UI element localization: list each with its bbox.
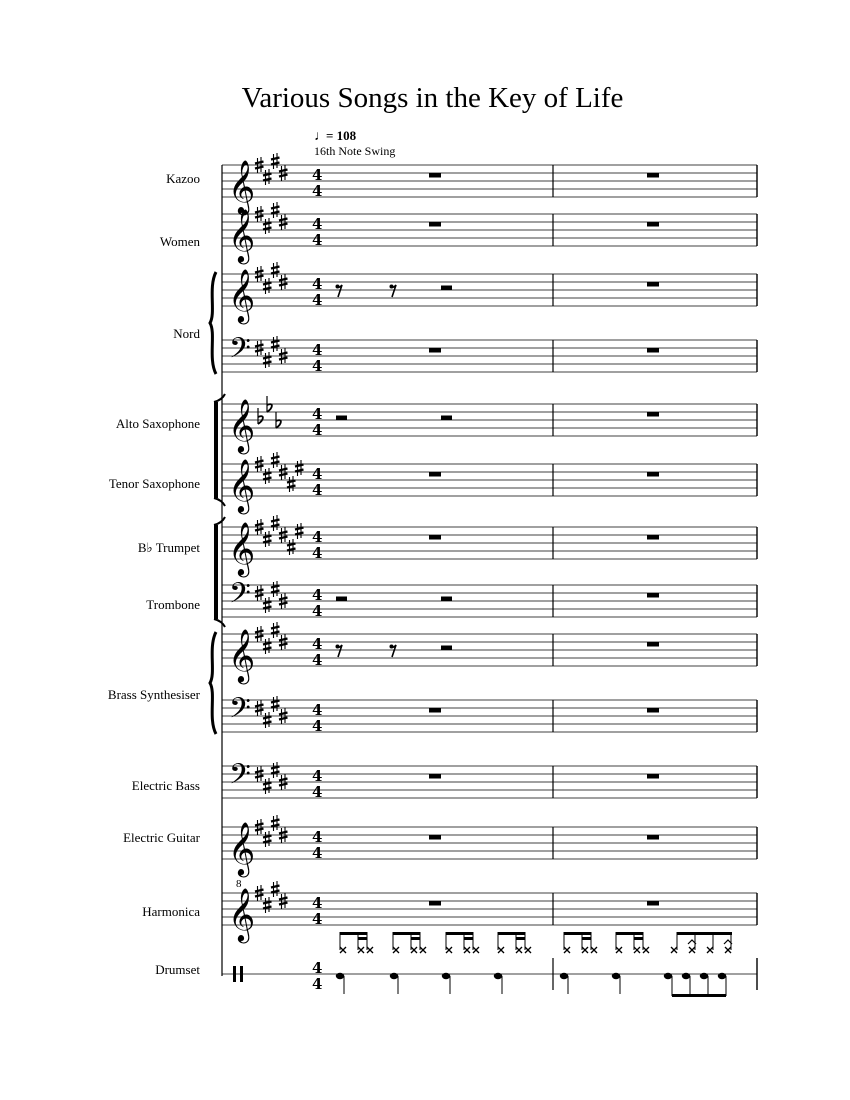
- time-signature-top: 4: [312, 586, 323, 604]
- brace: [210, 272, 216, 374]
- sharp-bar: [271, 891, 280, 893]
- sharp-bar: [279, 474, 288, 476]
- percussion-clef: [240, 966, 243, 982]
- sharp-sign: [263, 218, 272, 234]
- time-signature-top: 4: [312, 166, 323, 184]
- sharp-bar: [271, 272, 280, 274]
- sharp-bar: [279, 224, 288, 226]
- sharp-bar: [279, 784, 288, 786]
- sharp-sign: [263, 352, 272, 368]
- kick-note: [718, 973, 726, 979]
- sharp-bar: [263, 174, 272, 176]
- sharp-bar: [263, 788, 272, 790]
- instrument-label: Electric Guitar: [123, 830, 200, 845]
- time-signature-bottom: 4: [312, 544, 323, 562]
- sharp-bar: [279, 358, 288, 360]
- sharp-bar: [271, 212, 280, 214]
- flat-sign: [258, 408, 263, 424]
- sharp-bar: [271, 346, 280, 348]
- sharp-sign: [263, 712, 272, 728]
- whole-rest: [429, 835, 441, 840]
- time-signature-top: 4: [312, 275, 323, 293]
- eighth-rest-dot: [390, 285, 394, 289]
- sharp-bar: [295, 470, 304, 472]
- sharp-bar: [255, 595, 264, 597]
- percussion-clef: [233, 966, 236, 982]
- treble-clef: 𝄞: [228, 208, 256, 262]
- sharp-bar: [255, 271, 264, 273]
- sharp-sign: [271, 881, 280, 897]
- sharp-bar: [255, 705, 264, 707]
- sharp-sign: [287, 476, 296, 492]
- half-rest: [441, 646, 452, 651]
- half-rest: [336, 416, 347, 421]
- sharp-bar: [263, 602, 272, 604]
- whole-rest: [429, 348, 441, 353]
- kick-note: [390, 973, 398, 979]
- bass-clef: 𝄢: [229, 577, 251, 618]
- instrument-label: Nord: [173, 326, 200, 341]
- sharp-bar: [263, 902, 272, 904]
- sharp-bar: [255, 216, 264, 218]
- time-signature-bottom: 4: [312, 717, 323, 735]
- whole-rest: [647, 412, 659, 417]
- time-signature-bottom: 4: [312, 844, 323, 862]
- whole-rest: [647, 901, 659, 906]
- instrument-label: B♭ Trumpet: [137, 540, 200, 555]
- sharp-bar: [279, 219, 288, 221]
- tempo-value: = 108: [326, 128, 357, 143]
- sharp-bar: [279, 603, 288, 605]
- style-marking: 16th Note Swing: [314, 144, 396, 158]
- time-signature-bottom: 4: [312, 602, 323, 620]
- bracket: [214, 525, 218, 619]
- time-signature-top: 4: [312, 405, 323, 423]
- bass-clef: 𝄢: [229, 692, 251, 733]
- octave-mark: 8: [236, 878, 242, 890]
- bass-clef: 𝄢: [229, 758, 251, 799]
- sharp-bar: [279, 598, 288, 600]
- sharp-bar: [279, 832, 288, 834]
- sharp-bar: [255, 211, 264, 213]
- sharp-bar: [255, 829, 264, 831]
- sharp-bar: [271, 701, 280, 703]
- sharp-sign: [271, 153, 280, 169]
- sharp-sign: [271, 581, 280, 597]
- time-signature-bottom: 4: [312, 651, 323, 669]
- sharp-bar: [271, 341, 280, 343]
- sharp-bar: [255, 771, 264, 773]
- time-signature-bottom: 4: [312, 231, 323, 249]
- sharp-bar: [295, 528, 304, 530]
- sharp-bar: [263, 836, 272, 838]
- sharp-bar: [271, 163, 280, 165]
- sharp-bar: [279, 279, 288, 281]
- sharp-bar: [255, 631, 264, 633]
- whole-rest: [429, 222, 441, 227]
- half-rest: [441, 416, 452, 421]
- whole-rest: [647, 708, 659, 713]
- sharp-bar: [263, 536, 272, 538]
- sharp-bar: [263, 648, 272, 650]
- sharp-bar: [279, 170, 288, 172]
- sharp-bar: [255, 345, 264, 347]
- time-signature-bottom: 4: [312, 910, 323, 928]
- sharp-sign: [271, 696, 280, 712]
- kick-note: [494, 973, 502, 979]
- time-signature-bottom: 4: [312, 357, 323, 375]
- sharp-bar: [255, 895, 264, 897]
- beam: [616, 932, 644, 935]
- whole-rest: [647, 774, 659, 779]
- kick-note: [664, 973, 672, 979]
- sharp-bar: [271, 525, 280, 527]
- time-signature-bottom: 4: [312, 975, 323, 993]
- whole-rest: [647, 642, 659, 647]
- eighth-rest-dot: [336, 645, 340, 649]
- sharp-bar: [287, 544, 296, 546]
- sharp-bar: [287, 549, 296, 551]
- whole-rest: [647, 593, 659, 598]
- sharp-bar: [255, 162, 264, 164]
- time-signature-top: 4: [312, 701, 323, 719]
- sharp-bar: [271, 457, 280, 459]
- sharp-bar: [279, 175, 288, 177]
- sharp-bar: [271, 586, 280, 588]
- bracket-hook: [214, 517, 225, 525]
- half-rest: [336, 597, 347, 602]
- kick-note: [336, 973, 344, 979]
- sharp-bar: [271, 627, 280, 629]
- treble-clef: 𝄞: [228, 159, 256, 213]
- bass-clef: 𝄢: [229, 332, 251, 373]
- sharp-sign: [271, 336, 280, 352]
- sharp-bar: [271, 462, 280, 464]
- sharp-sign: [295, 460, 304, 476]
- sharp-sign: [271, 452, 280, 468]
- sharp-bar: [263, 841, 272, 843]
- sharp-bar: [271, 772, 280, 774]
- sharp-bar: [279, 532, 288, 534]
- instrument-label: Women: [159, 234, 200, 249]
- sharp-bar: [271, 520, 280, 522]
- sharp-bar: [271, 767, 280, 769]
- whole-rest: [429, 535, 441, 540]
- beam: [411, 937, 421, 940]
- score-title: Various Songs in the Key of Life: [241, 82, 624, 114]
- whole-rest: [647, 282, 659, 287]
- sharp-bar: [263, 362, 272, 364]
- time-signature-bottom: 4: [312, 182, 323, 200]
- instrument-label: Brass Synthesiser: [107, 687, 200, 702]
- sharp-sign: [271, 202, 280, 218]
- whole-rest: [429, 901, 441, 906]
- sharp-bar: [263, 607, 272, 609]
- bracket-hook: [214, 394, 225, 402]
- sharp-bar: [263, 223, 272, 225]
- sharp-bar: [263, 357, 272, 359]
- beam: [634, 937, 644, 940]
- sharp-bar: [287, 486, 296, 488]
- sharp-bar: [271, 632, 280, 634]
- whole-rest: [647, 173, 659, 178]
- sharp-bar: [271, 706, 280, 708]
- whole-rest: [429, 173, 441, 178]
- sharp-bar: [255, 524, 264, 526]
- beam: [582, 937, 592, 940]
- sharp-bar: [295, 465, 304, 467]
- sharp-sign: [263, 531, 272, 547]
- whole-rest: [647, 348, 659, 353]
- bracket-hook: [214, 498, 225, 506]
- sharp-bar: [255, 590, 264, 592]
- sharp-bar: [279, 898, 288, 900]
- sharp-bar: [271, 886, 280, 888]
- kick-note: [442, 973, 450, 979]
- sharp-bar: [263, 907, 272, 909]
- instrument-label: Alto Saxophone: [115, 416, 200, 431]
- treble-clef: 𝄞: [228, 398, 256, 452]
- instrument-label: Electric Bass: [131, 778, 200, 793]
- time-signature-bottom: 4: [312, 291, 323, 309]
- sharp-bar: [255, 636, 264, 638]
- whole-rest: [429, 472, 441, 477]
- sharp-bar: [263, 541, 272, 543]
- time-signature-top: 4: [312, 635, 323, 653]
- sharp-sign: [287, 539, 296, 555]
- treble-clef: 𝄞: [228, 458, 256, 512]
- sharp-sign: [271, 815, 280, 831]
- sharp-bar: [279, 903, 288, 905]
- kick-note: [560, 973, 568, 979]
- sharp-sign: [263, 897, 272, 913]
- sharp-bar: [255, 824, 264, 826]
- whole-rest: [429, 774, 441, 779]
- sharp-bar: [255, 350, 264, 352]
- flat-sign: [267, 396, 272, 412]
- sharp-bar: [255, 890, 264, 892]
- sharp-sign: [263, 638, 272, 654]
- tempo-note: ♩: [314, 129, 328, 144]
- sharp-bar: [255, 466, 264, 468]
- eighth-rest-dot: [336, 285, 340, 289]
- sharp-sign: [295, 523, 304, 539]
- bracket: [214, 402, 218, 498]
- bracket-hook: [214, 619, 225, 627]
- brace: [210, 632, 216, 734]
- sharp-bar: [255, 710, 264, 712]
- instrument-label: Kazoo: [166, 171, 200, 186]
- sharp-sign: [263, 169, 272, 185]
- sharp-bar: [279, 469, 288, 471]
- kick-note: [682, 973, 690, 979]
- sharp-sign: [271, 762, 280, 778]
- sharp-sign: [263, 831, 272, 847]
- beam: [340, 932, 368, 935]
- beam: [672, 994, 726, 997]
- half-rest: [441, 597, 452, 602]
- sharp-bar: [271, 207, 280, 209]
- half-rest: [441, 286, 452, 291]
- sharp-bar: [255, 776, 264, 778]
- time-signature-top: 4: [312, 959, 323, 977]
- whole-rest: [647, 472, 659, 477]
- beam: [464, 937, 474, 940]
- treble-clef: 𝄞: [228, 521, 256, 575]
- treble-clef: 𝄞: [228, 268, 256, 322]
- beam: [564, 932, 592, 935]
- kick-note: [700, 973, 708, 979]
- instrument-label: Trombone: [146, 597, 200, 612]
- sharp-bar: [271, 267, 280, 269]
- beam: [516, 937, 526, 940]
- sharp-bar: [263, 643, 272, 645]
- sharp-sign: [271, 622, 280, 638]
- sharp-bar: [287, 481, 296, 483]
- sharp-bar: [279, 644, 288, 646]
- beam: [498, 932, 526, 935]
- time-signature-top: 4: [312, 767, 323, 785]
- sharp-bar: [255, 167, 264, 169]
- sharp-bar: [279, 779, 288, 781]
- sharp-bar: [255, 529, 264, 531]
- sharp-bar: [279, 718, 288, 720]
- instrument-label: Tenor Saxophone: [108, 476, 200, 491]
- beam: [393, 932, 421, 935]
- flat-bowl: [276, 420, 281, 428]
- kick-note: [612, 973, 620, 979]
- flat-bowl: [267, 404, 272, 412]
- time-signature-top: 4: [312, 341, 323, 359]
- instrument-label: Drumset: [155, 962, 200, 977]
- eighth-rest-dot: [390, 645, 394, 649]
- whole-rest: [647, 222, 659, 227]
- sharp-bar: [271, 158, 280, 160]
- sharp-bar: [263, 228, 272, 230]
- sharp-bar: [271, 825, 280, 827]
- sharp-bar: [263, 288, 272, 290]
- sharp-bar: [279, 713, 288, 715]
- beam: [446, 932, 474, 935]
- flat-sign: [276, 412, 281, 428]
- sharp-bar: [263, 783, 272, 785]
- sharp-bar: [279, 537, 288, 539]
- sharp-bar: [263, 478, 272, 480]
- beam: [358, 937, 368, 940]
- whole-rest: [647, 535, 659, 540]
- sharp-bar: [263, 717, 272, 719]
- sharp-bar: [279, 353, 288, 355]
- sharp-bar: [263, 722, 272, 724]
- sharp-sign: [271, 262, 280, 278]
- time-signature-bottom: 4: [312, 783, 323, 801]
- time-signature-top: 4: [312, 828, 323, 846]
- time-signature-top: 4: [312, 894, 323, 912]
- sharp-bar: [295, 533, 304, 535]
- sharp-bar: [279, 837, 288, 839]
- time-signature-top: 4: [312, 465, 323, 483]
- time-signature-bottom: 4: [312, 481, 323, 499]
- sharp-bar: [263, 179, 272, 181]
- sharp-bar: [279, 639, 288, 641]
- time-signature-top: 4: [312, 528, 323, 546]
- sharp-bar: [279, 284, 288, 286]
- time-signature-top: 4: [312, 215, 323, 233]
- treble-clef: 𝄞: [228, 628, 256, 682]
- instrument-label: Harmonica: [142, 904, 200, 919]
- treble-clef: 𝄞: [228, 887, 256, 941]
- time-signature-bottom: 4: [312, 421, 323, 439]
- whole-rest: [429, 708, 441, 713]
- treble-clef: 𝄞: [228, 821, 256, 875]
- beam: [677, 932, 732, 935]
- sharp-bar: [255, 276, 264, 278]
- sharp-sign: [263, 468, 272, 484]
- sharp-sign: [263, 597, 272, 613]
- whole-rest: [647, 835, 659, 840]
- sharp-bar: [263, 473, 272, 475]
- sharp-sign: [263, 778, 272, 794]
- sharp-bar: [271, 591, 280, 593]
- sharp-bar: [263, 283, 272, 285]
- sharp-bar: [271, 820, 280, 822]
- sharp-bar: [255, 461, 264, 463]
- sharp-sign: [263, 278, 272, 294]
- sharp-sign: [271, 515, 280, 531]
